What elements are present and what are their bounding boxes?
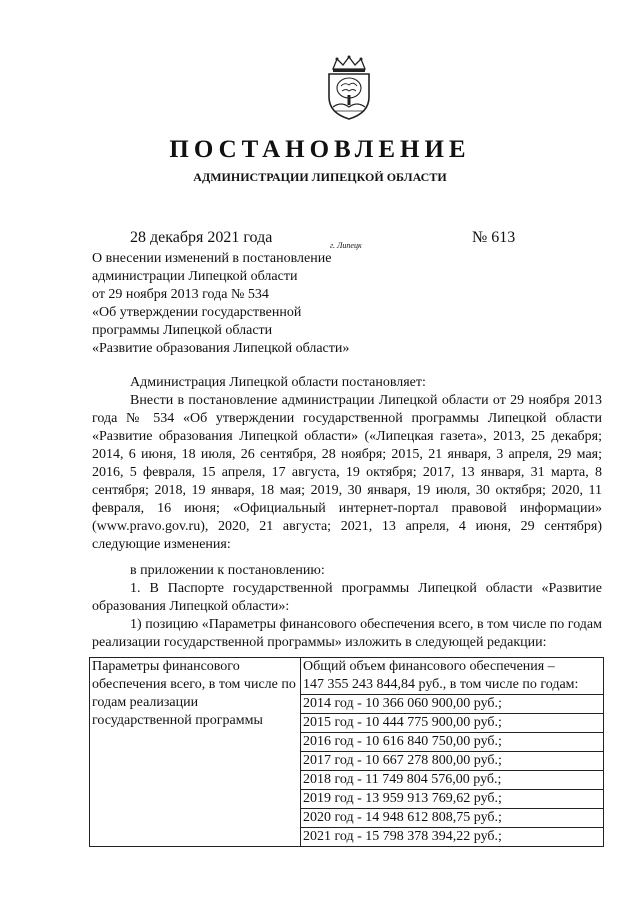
document-date: 28 декабря 2021 года <box>130 229 273 246</box>
item-1-1-paragraph: 1) позицию «Параметры финансового обеспечения всего, в том числе по годам реализации государственной программы» изложить в следующей редакции: <box>92 617 602 650</box>
financing-parameter-label: Параметры финансового обеспечения всего, в том числе по годам реализации государственной программы <box>90 658 301 847</box>
year-amount-line: 2020 год - 14 948 612 808,75 руб.; <box>301 809 603 828</box>
item-1-paragraph: 1. В Паспорте государственной программы Липецкой области «Развитие образования Липецкой области»: <box>92 581 602 614</box>
issuing-authority: АДМИНИСТРАЦИИ ЛИПЕЦКОЙ ОБЛАСТИ <box>193 170 447 184</box>
document-body <box>92 374 602 652</box>
year-amount-line: 2018 год - 11 749 804 576,00 руб.; <box>301 771 603 790</box>
document-title: ПОСТАНОВЛЕНИЕ <box>169 136 471 163</box>
document-city: г. Липецк <box>330 241 362 250</box>
year-amount-line: 2017 год - 10 667 278 800,00 руб.; <box>301 752 603 771</box>
total-amount-value: 147 355 243 844,84 руб., в том числе по годам: <box>301 676 603 695</box>
appendix-paragraph: в приложении к постановлению: <box>130 563 325 578</box>
year-amount-line: 2019 год - 13 959 913 769,62 руб.; <box>301 790 603 809</box>
document-number: № 613 <box>472 229 516 246</box>
resolves-paragraph: Администрация Липецкой области постановляет: <box>130 375 426 390</box>
year-amount-line: 2021 год - 15 798 378 394,22 руб.; <box>303 829 502 844</box>
intro-paragraph: Внести в постановление администрации Липецкой области от 29 ноября 2013 года № 534 «Об утверждении государственной программы Липецкой области «Развитие образования Липецкой области» («Липецкая газета», 2013, 25 декабря; 2014, 6 июня, 18 июля, 26 сентября, 28 ноября; 2015, 21 января, 3 апреля, 29 мая; 2016, 5 февраля, 15 апреля, 17 августа, 19 октября; 2017, 13 января, 31 марта, 8 сентября; 2018, 19 января, 18 мая; 2019, 30 января, 19 июля, 30 октября; 2020, 11 февраля, 16 июня; «Официальный интернет-портал правовой информации» (www.pravo.gov.ru), 2020, 21 августа; 2021, 13 апреля, 4 июня, 29 сентября) следующие изменения: <box>92 393 602 552</box>
subject-line: программы Липецкой области <box>92 323 273 338</box>
subject-line: О внесении изменений в постановление <box>92 251 332 266</box>
subject-line: от 29 ноября 2013 года № 534 <box>92 287 269 302</box>
financing-amounts-cell <box>301 658 604 847</box>
total-amount-line: Общий объем финансового обеспечения – <box>303 659 555 674</box>
subject-line: «Развитие образования Липецкой области» <box>92 341 350 356</box>
lipetsk-coat-of-arms-icon <box>323 55 375 121</box>
table-row <box>90 658 604 847</box>
subject-line: администрации Липецкой области <box>92 269 298 284</box>
document-subject <box>92 250 349 358</box>
subject-line: «Об утверждении государственной <box>92 305 302 320</box>
year-amount-line: 2015 год - 10 444 775 900,00 руб.; <box>301 714 603 733</box>
year-amount-line: 2016 год - 10 616 840 750,00 руб.; <box>301 733 603 752</box>
year-amount-line: 2014 год - 10 366 060 900,00 руб.; <box>301 695 603 714</box>
financing-table <box>89 657 604 847</box>
